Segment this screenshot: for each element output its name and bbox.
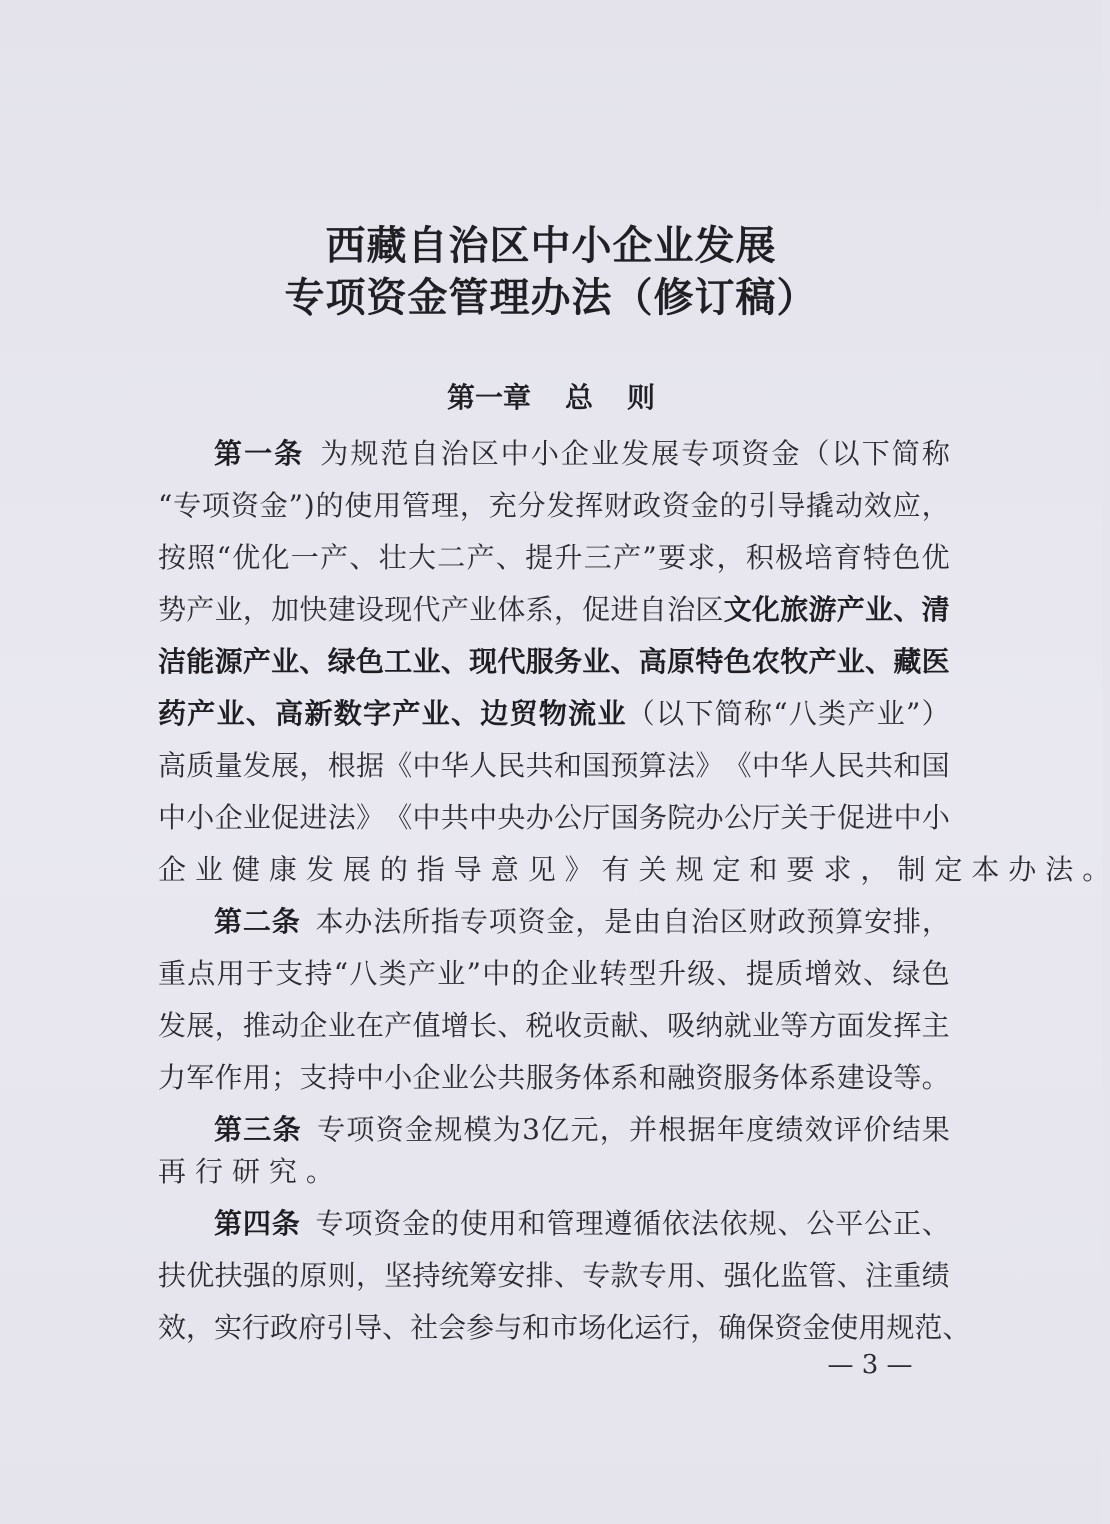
text-line: 高 质 量 发 展 ， 根 据 《 中 华 人 民 共 和 国 预 算 法 》 《 中 华 人 民 共 和 国 bbox=[158, 749, 950, 782]
text-line: 再 行 研 究 。 bbox=[158, 1155, 334, 1188]
chapter-number: 第一章 bbox=[446, 381, 531, 414]
text-line: 第 二 条 本 办 法 所 指 专 项 资 金 ， 是 由 自 治 区 财 政 预 算 安 排 ， bbox=[214, 905, 950, 938]
text-line: 洁 能 源 产 业 、 绿 色 工 业 、 现 代 服 务 业 、 高 原 特 色 农 牧 产 业 、 藏 医 bbox=[158, 645, 950, 678]
page-number: — 3 — bbox=[827, 1350, 913, 1380]
text-line: 效 ， 实 行 政 府 引 导 、 社 会 参 与 和 市 场 化 运 行 ， 确 保 资 金 使 用 规 范 、 bbox=[158, 1311, 971, 1344]
text-line: 力 军 作 用 ； 支 持 中 小 企 业 公 共 服 务 体 系 和 融 资 服 务 体 系 建 设 等 。 bbox=[158, 1061, 950, 1094]
document-title-line2: 专项资金管理办法（修订稿） bbox=[284, 275, 818, 321]
text-line: 第 三 条 专 项 资 金 规 模 为 3 亿 元 ， 并 根 据 年 度 绩 效 评 价 结 果 bbox=[214, 1113, 950, 1146]
text-line: 第 一 条 为 规 范 自 治 区 中 小 企 业 发 展 专 项 资 金 （ 以 下 简 称 bbox=[214, 437, 950, 470]
text-line: 势 产 业 ， 加 快 建 设 现 代 产 业 体 系 ， 促 进 自 治 区 文 化 旅 游 产 业 、 清 bbox=[158, 593, 950, 626]
text-line: “ 专 项 资 金 ” ) 的 使 用 管 理 ， 充 分 发 挥 财 政 资 金 的 引 导 撬 动 效 应 ， bbox=[158, 489, 950, 522]
chapter-title-char1: 总 bbox=[564, 381, 593, 414]
chapter-title-char2: 则 bbox=[627, 381, 656, 414]
text-line: 中 小 企 业 促 进 法 》 《 中 共 中 央 办 公 厅 国 务 院 办 公 厅 关 于 促 进 中 小 bbox=[158, 801, 950, 834]
text-line: 第 四 条 专 项 资 金 的 使 用 和 管 理 遵 循 依 法 依 规 、 公 平 公 正 、 bbox=[214, 1207, 950, 1240]
text-line: 扶 优 扶 强 的 原 则 ， 坚 持 统 筹 安 排 、 专 款 专 用 、 强 化 监 管 、 注 重 绩 bbox=[158, 1259, 950, 1292]
chapter-heading bbox=[0, 376, 1102, 416]
text-line: 药 产 业 、 高 新 数 字 产 业 、 边 贸 物 流 业 （ 以 下 简 称 “ 八 类 产 业 ” ） bbox=[158, 697, 950, 730]
document-title-line1: 西藏自治区中小企业发展 bbox=[325, 223, 777, 269]
text-line: 重 点 用 于 支 持 “ 八 类 产 业 ” 中 的 企 业 转 型 升 级 、 提 质 增 效 、 绿 色 bbox=[158, 957, 950, 990]
text-line: 发 展 ， 推 动 企 业 在 产 值 增 长 、 税 收 贡 献 、 吸 纳 就 业 等 方 面 发 挥 主 bbox=[158, 1009, 950, 1042]
text-line: 企 业 健 康 发 展 的 指 导 意 见 》 有 关 规 定 和 要 求 ， 制 定 本 办 法 。 bbox=[158, 853, 1110, 886]
text-line: 按 照 “ 优 化 一 产 、 壮 大 二 产 、 提 升 三 产 ” 要 求 ， 积 极 培 育 特 色 优 bbox=[158, 541, 950, 574]
